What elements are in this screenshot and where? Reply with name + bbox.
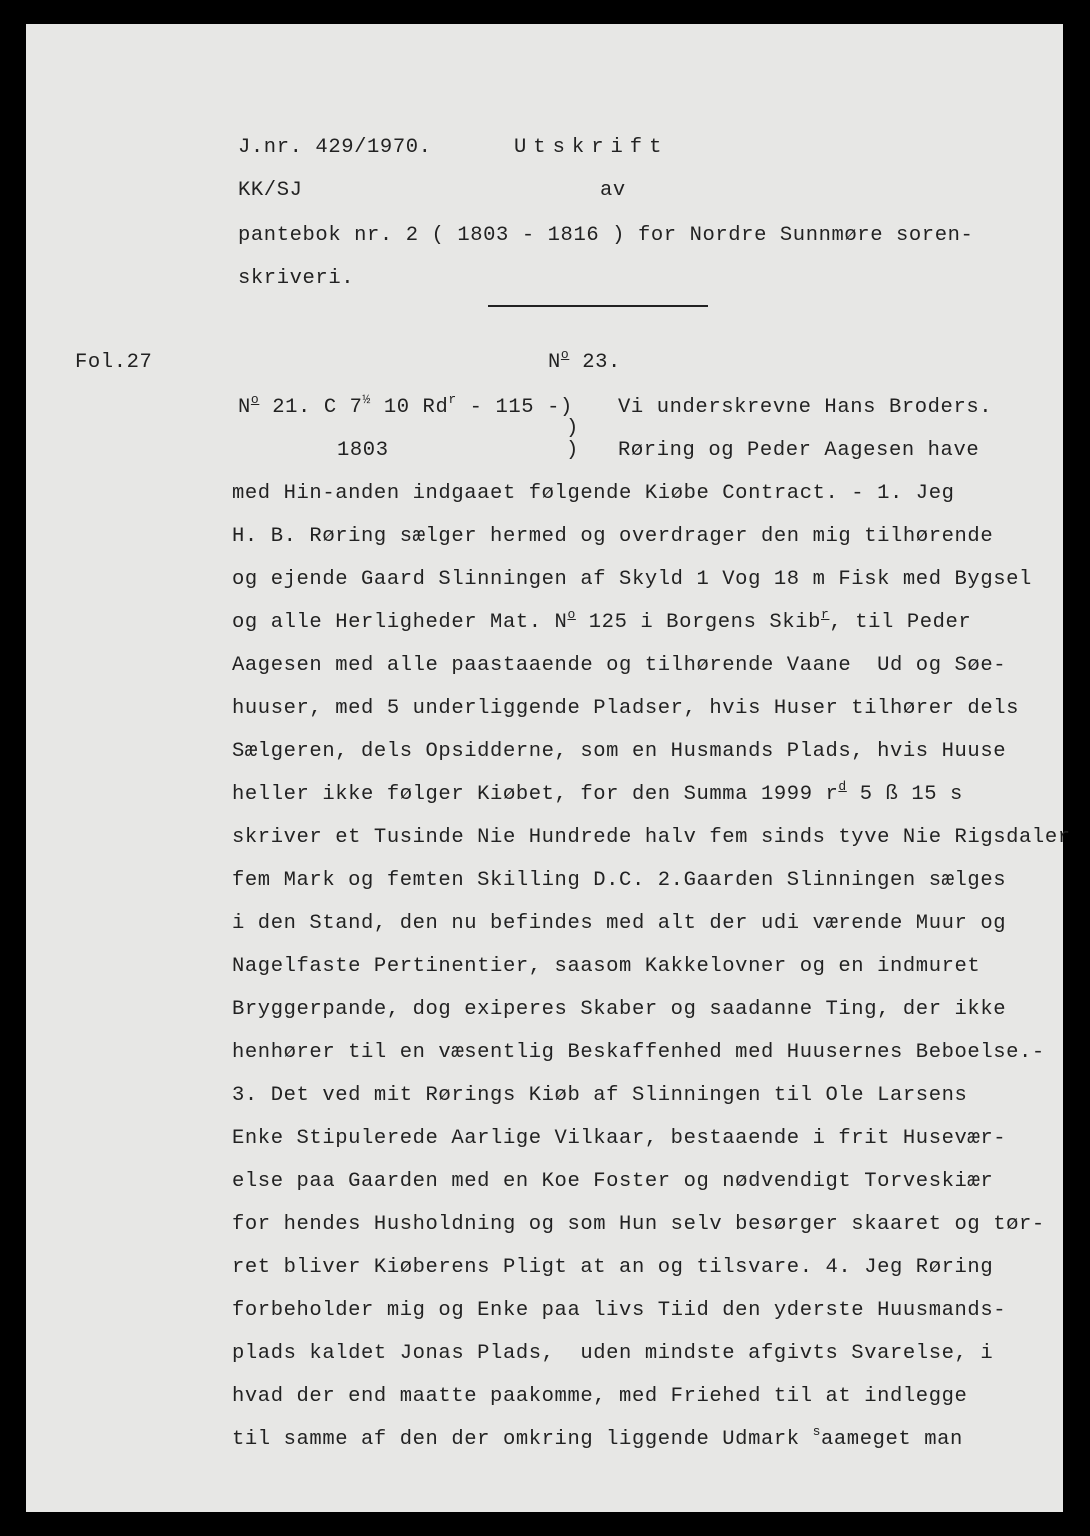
body-line: Nagelfaste Pertinentier, saasom Kakkelovner og en indmuret	[232, 955, 981, 978]
document-page	[26, 24, 1063, 1512]
body-line: Aagesen med alle paastaaende og tilhørende Vaane Ud og Søe-	[232, 654, 1007, 677]
body-line: Enke Stipulerede Aarlige Vilkaar, bestaaende i frit Husevær-	[232, 1127, 1007, 1150]
av-text: av	[600, 179, 626, 202]
body-line: henhører til en væsentlig Beskaffenhed med Huusernes Beboelse.-	[232, 1041, 1045, 1064]
body-line: 3. Det ved mit Rørings Kiøb af Slinningen til Ole Larsens	[232, 1084, 968, 1107]
body-line: H. B. Røring sælger hermed og overdrager den mig tilhørende	[232, 525, 994, 548]
body-line: og alle Herligheder Mat. $N^o$ 125 i Borgens Skib$^r$, til Peder	[232, 607, 972, 634]
margin-reference: $N^o$ 21. C $7^{\frac{1}{2}}$ 10 Rd$^r$ - 115 -)	[238, 392, 573, 419]
body-line: heller ikke følger Kiøbet, for den Summa 1999 $r^d$ 5 ß 15 s	[232, 779, 963, 806]
body-line: else paa Gaarden med en Koe Foster og nødvendigt Torveskiær	[232, 1170, 994, 1193]
subtitle-line-1: pantebok nr. 2 ( 1803 - 1816 ) for Nordre Sunnmøre soren-	[238, 224, 974, 247]
body-line: fem Mark og femten Skilling D.C. 2.Gaarden Slinningen sælges	[232, 869, 1007, 892]
body-line: forbeholder mig og Enke paa livs Tiid den yderste Huusmands-	[232, 1299, 1007, 1322]
margin-paren: )	[566, 417, 579, 440]
subtitle-line-2: skriveri.	[238, 267, 355, 290]
body-line: Sælgeren, dels Opsidderne, som en Husmands Plads, hvis Huuse	[232, 740, 1007, 763]
body-line: og ejende Gaard Slinningen af Skyld 1 Vog 18 m Fisk med Bygsel	[232, 568, 1032, 591]
body-line: ret bliver Kiøberens Pligt at an og tilsvare. 4. Jeg Røring	[232, 1256, 994, 1279]
entry-number: $N^o$ 23.	[548, 347, 621, 374]
body-line: til samme af den der omkring liggende Udmark $^s$aameget man	[232, 1424, 963, 1451]
body-line: huuser, med 5 underliggende Pladser, hvis Huser tilhører dels	[232, 697, 1020, 720]
margin-year: 1803	[337, 439, 389, 462]
intro-line-2: Røring og Peder Aagesen have	[618, 439, 980, 462]
journal-number: J.nr. 429/1970.	[238, 136, 432, 159]
intro-line-1: Vi underskrevne Hans Broders.	[618, 396, 993, 419]
folio-label: Fol.27	[75, 351, 153, 374]
body-line: hvad der end maatte paakomme, med Friehed til at indlegge	[232, 1385, 968, 1408]
margin-paren-end: )	[566, 439, 579, 462]
body-line: plads kaldet Jonas Plads, uden mindste afgivts Svarelse, i	[232, 1342, 994, 1365]
divider-rule	[488, 305, 708, 307]
body-line: for hendes Husholdning og som Hun selv besørger skaaret og tør-	[232, 1213, 1045, 1236]
body-line: Bryggerpande, dog exiperes Skaber og saadanne Ting, der ikke	[232, 998, 1007, 1021]
initials: KK/SJ	[238, 179, 303, 202]
body-line: skriver et Tusinde Nie Hundrede halv fem sinds tyve Nie Rigsdaler	[232, 826, 1071, 849]
body-line: med Hin-anden indgaaet følgende Kiøbe Contract. - 1. Jeg	[232, 482, 955, 505]
body-line: i den Stand, den nu befindes med alt der udi værende Muur og	[232, 912, 1007, 935]
document-title: Utskrift	[514, 136, 669, 159]
